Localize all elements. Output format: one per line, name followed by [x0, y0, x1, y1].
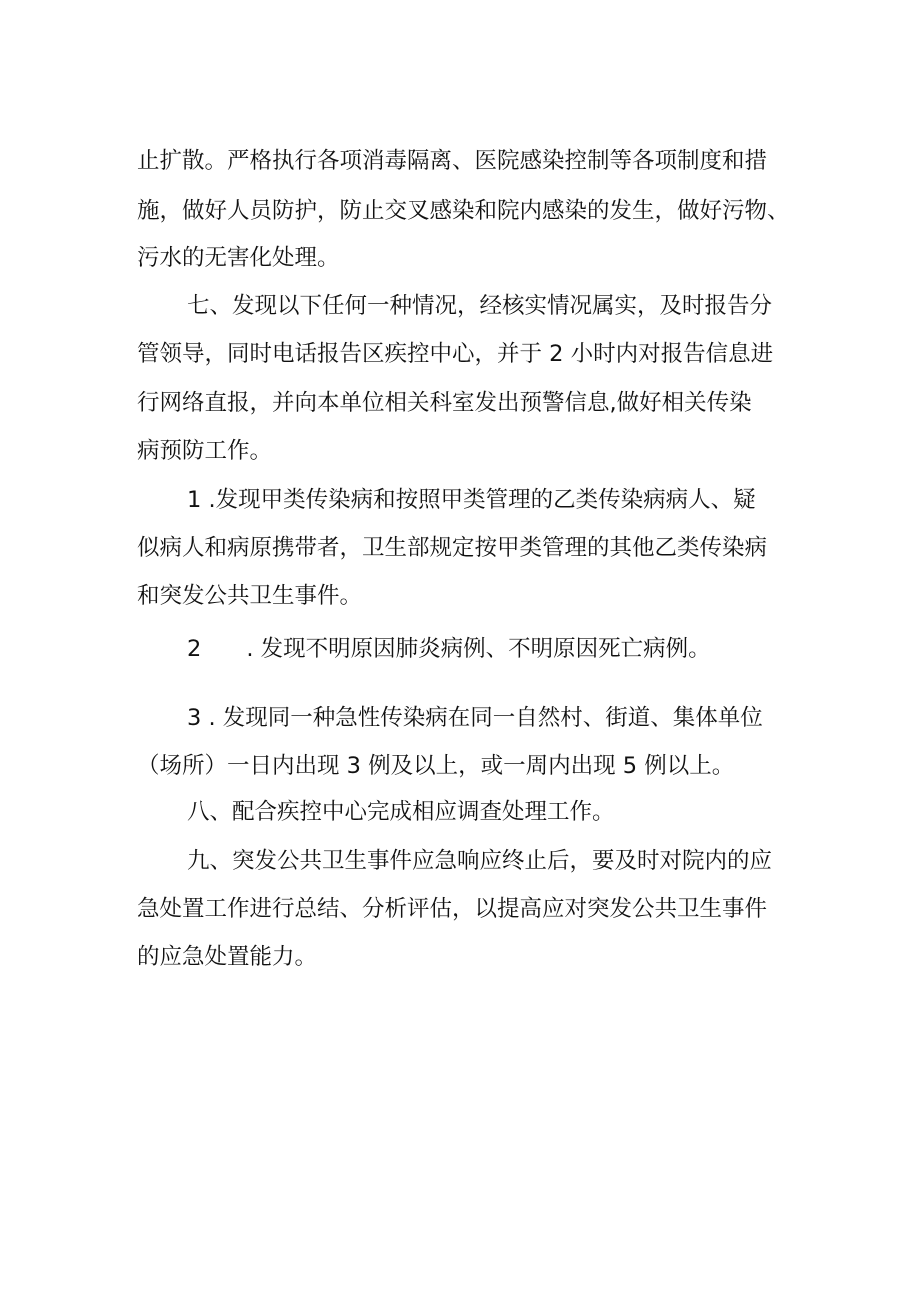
text-line: 1 .发现甲类传染病和按照甲类管理的乙类传染病病人、疑	[187, 487, 756, 513]
text-line: 七、发现以下任何一种情况，经核实情况属实，及时报告分	[187, 293, 773, 319]
text-line: 污水的无害化处理。	[137, 245, 340, 271]
text-line: 管领导，同时电话报告区疾控中心，并于 2 小时内对报告信息进	[137, 341, 774, 367]
text-line: 的应急处置能力。	[137, 944, 318, 970]
text-line: 和突发公共卫生事件。	[137, 583, 363, 609]
text-line: 施，做好人员防护，防止交叉感染和院内感染的发生，做好污物、	[137, 198, 790, 224]
text-line: 止扩散。严格执行各项消毒隔离、医院感染控制等各项制度和措	[137, 148, 768, 174]
text-line: 2 . 发现不明原因肺炎病例、不明原因死亡病例。	[187, 636, 711, 662]
text-line: 3 . 发现同一种急性传染病在同一自然村、街道、集体单位	[187, 705, 763, 731]
text-line: 九、突发公共卫生事件应急响应终止后，要及时对院内的应	[187, 848, 773, 874]
text-line: 病预防工作。	[137, 438, 273, 464]
text-line: 急处置工作进行总结、分析评估，以提高应对突发公共卫生事件	[137, 896, 768, 922]
text-line: 八、配合疾控中心完成相应调查处理工作。	[187, 799, 615, 825]
text-line: 似病人和病原携带者，卫生部规定按甲类管理的其他乙类传染病	[137, 535, 768, 561]
text-line: （场所）一日内出现 3 例及以上，或一周内出现 5 例以上。	[137, 753, 735, 779]
text-line: 行网络直报，并向本单位相关科室发出预警信息,做好相关传染	[137, 390, 752, 416]
